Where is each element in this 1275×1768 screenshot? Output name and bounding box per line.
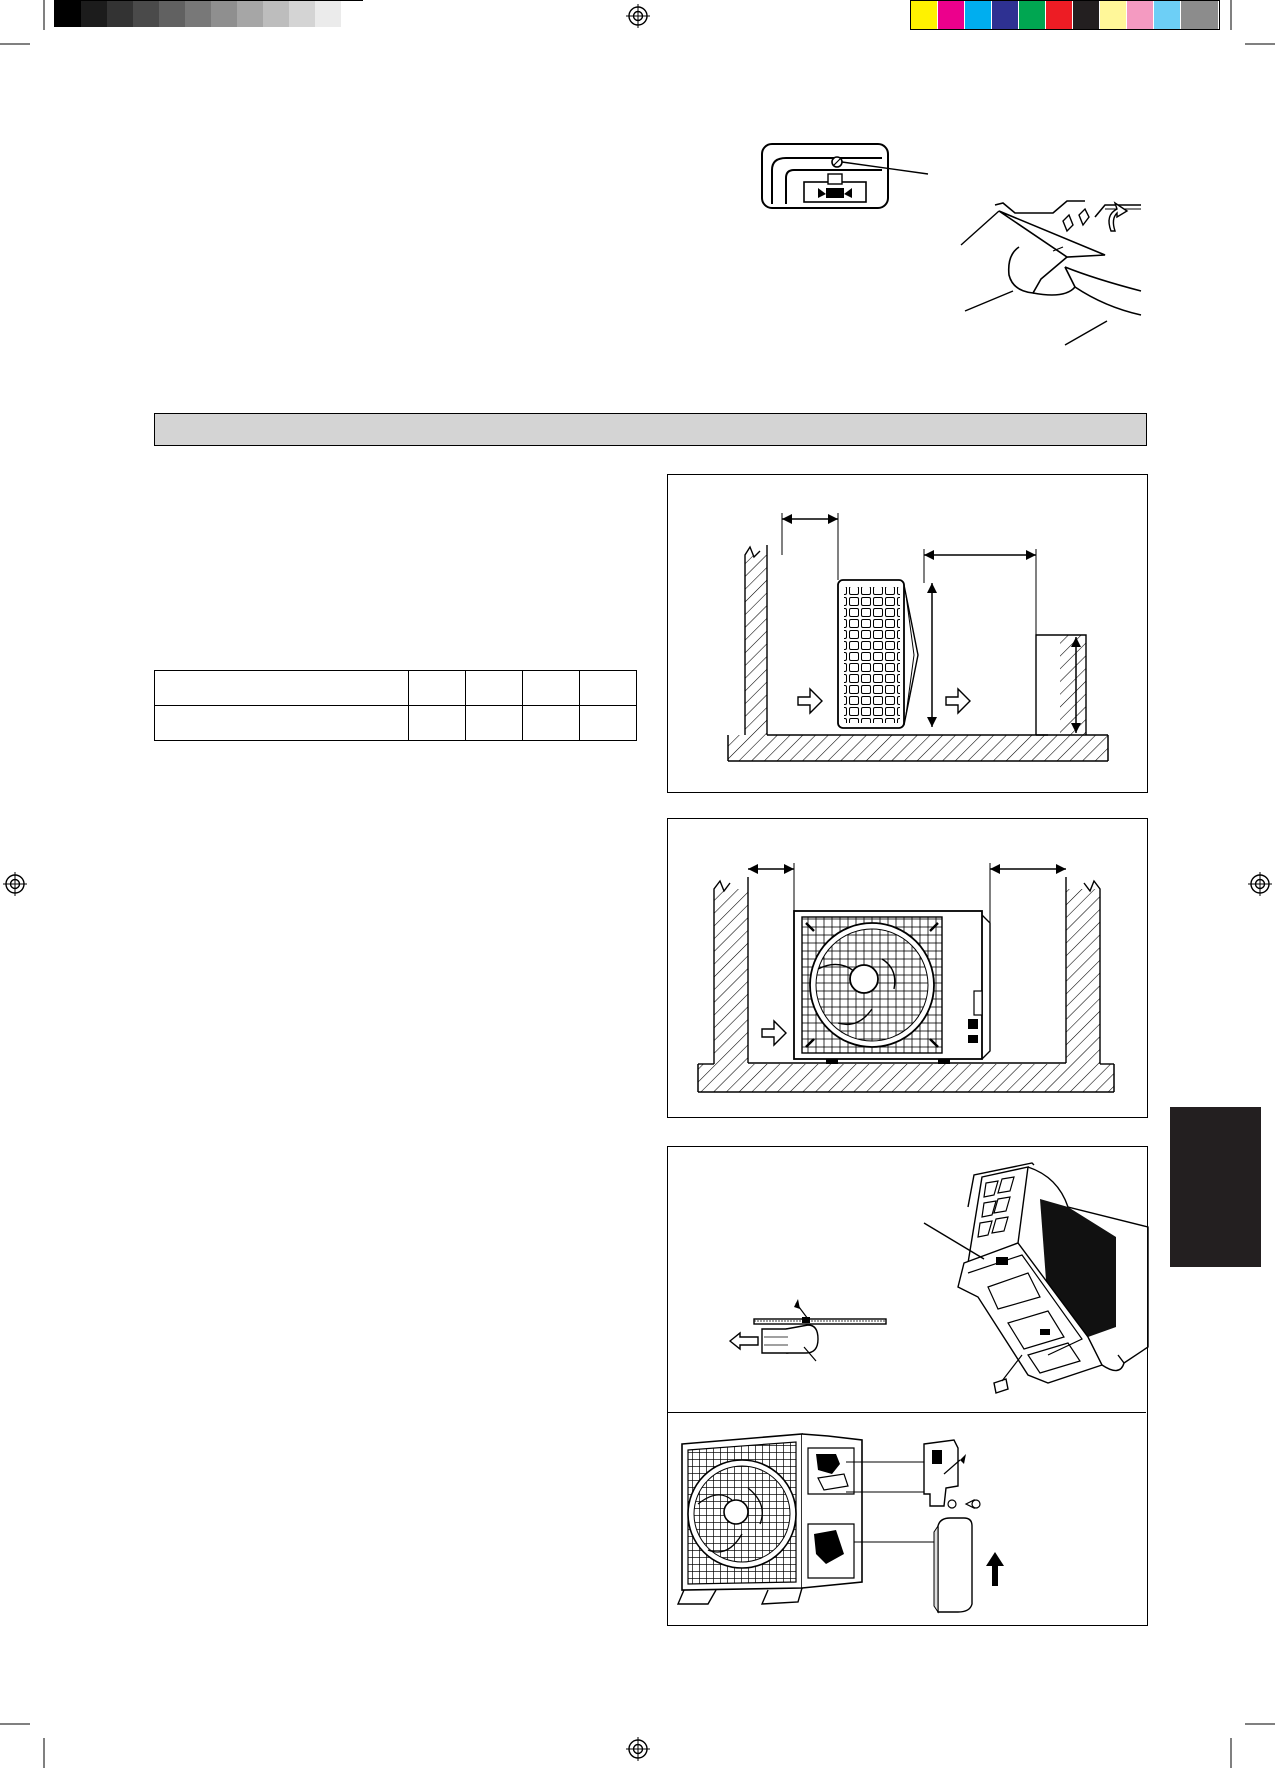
table-cell [409, 706, 466, 741]
installation-details-frame [667, 1146, 1148, 1626]
spec-table [154, 670, 637, 741]
drain-plug-figure [668, 1147, 1146, 1411]
section-header-bar [154, 413, 1147, 446]
table-cell [580, 706, 637, 741]
frame-divider [668, 1412, 1146, 1413]
front-clearance-figure [668, 819, 1146, 1116]
cover-removal-figure [668, 1414, 1146, 1624]
chapter-side-tab [1170, 1107, 1261, 1267]
side-clearance-frame [667, 474, 1148, 793]
table-cell [523, 671, 580, 706]
drain-cap-detail-figure [760, 142, 930, 210]
table-cell [580, 671, 637, 706]
hose-connection-figure [955, 195, 1140, 355]
table-cell [155, 706, 409, 741]
table-row [155, 671, 637, 706]
registration-mark-top [626, 4, 650, 28]
table-cell [466, 706, 523, 741]
table-cell [466, 671, 523, 706]
table-cell [523, 706, 580, 741]
table-cell [155, 671, 409, 706]
registration-mark-left [3, 872, 27, 896]
side-clearance-figure [668, 475, 1146, 791]
table-row [155, 706, 637, 741]
registration-mark-bottom [626, 1737, 650, 1761]
table-cell [409, 671, 466, 706]
front-clearance-frame [667, 818, 1148, 1118]
registration-mark-right [1248, 872, 1272, 896]
